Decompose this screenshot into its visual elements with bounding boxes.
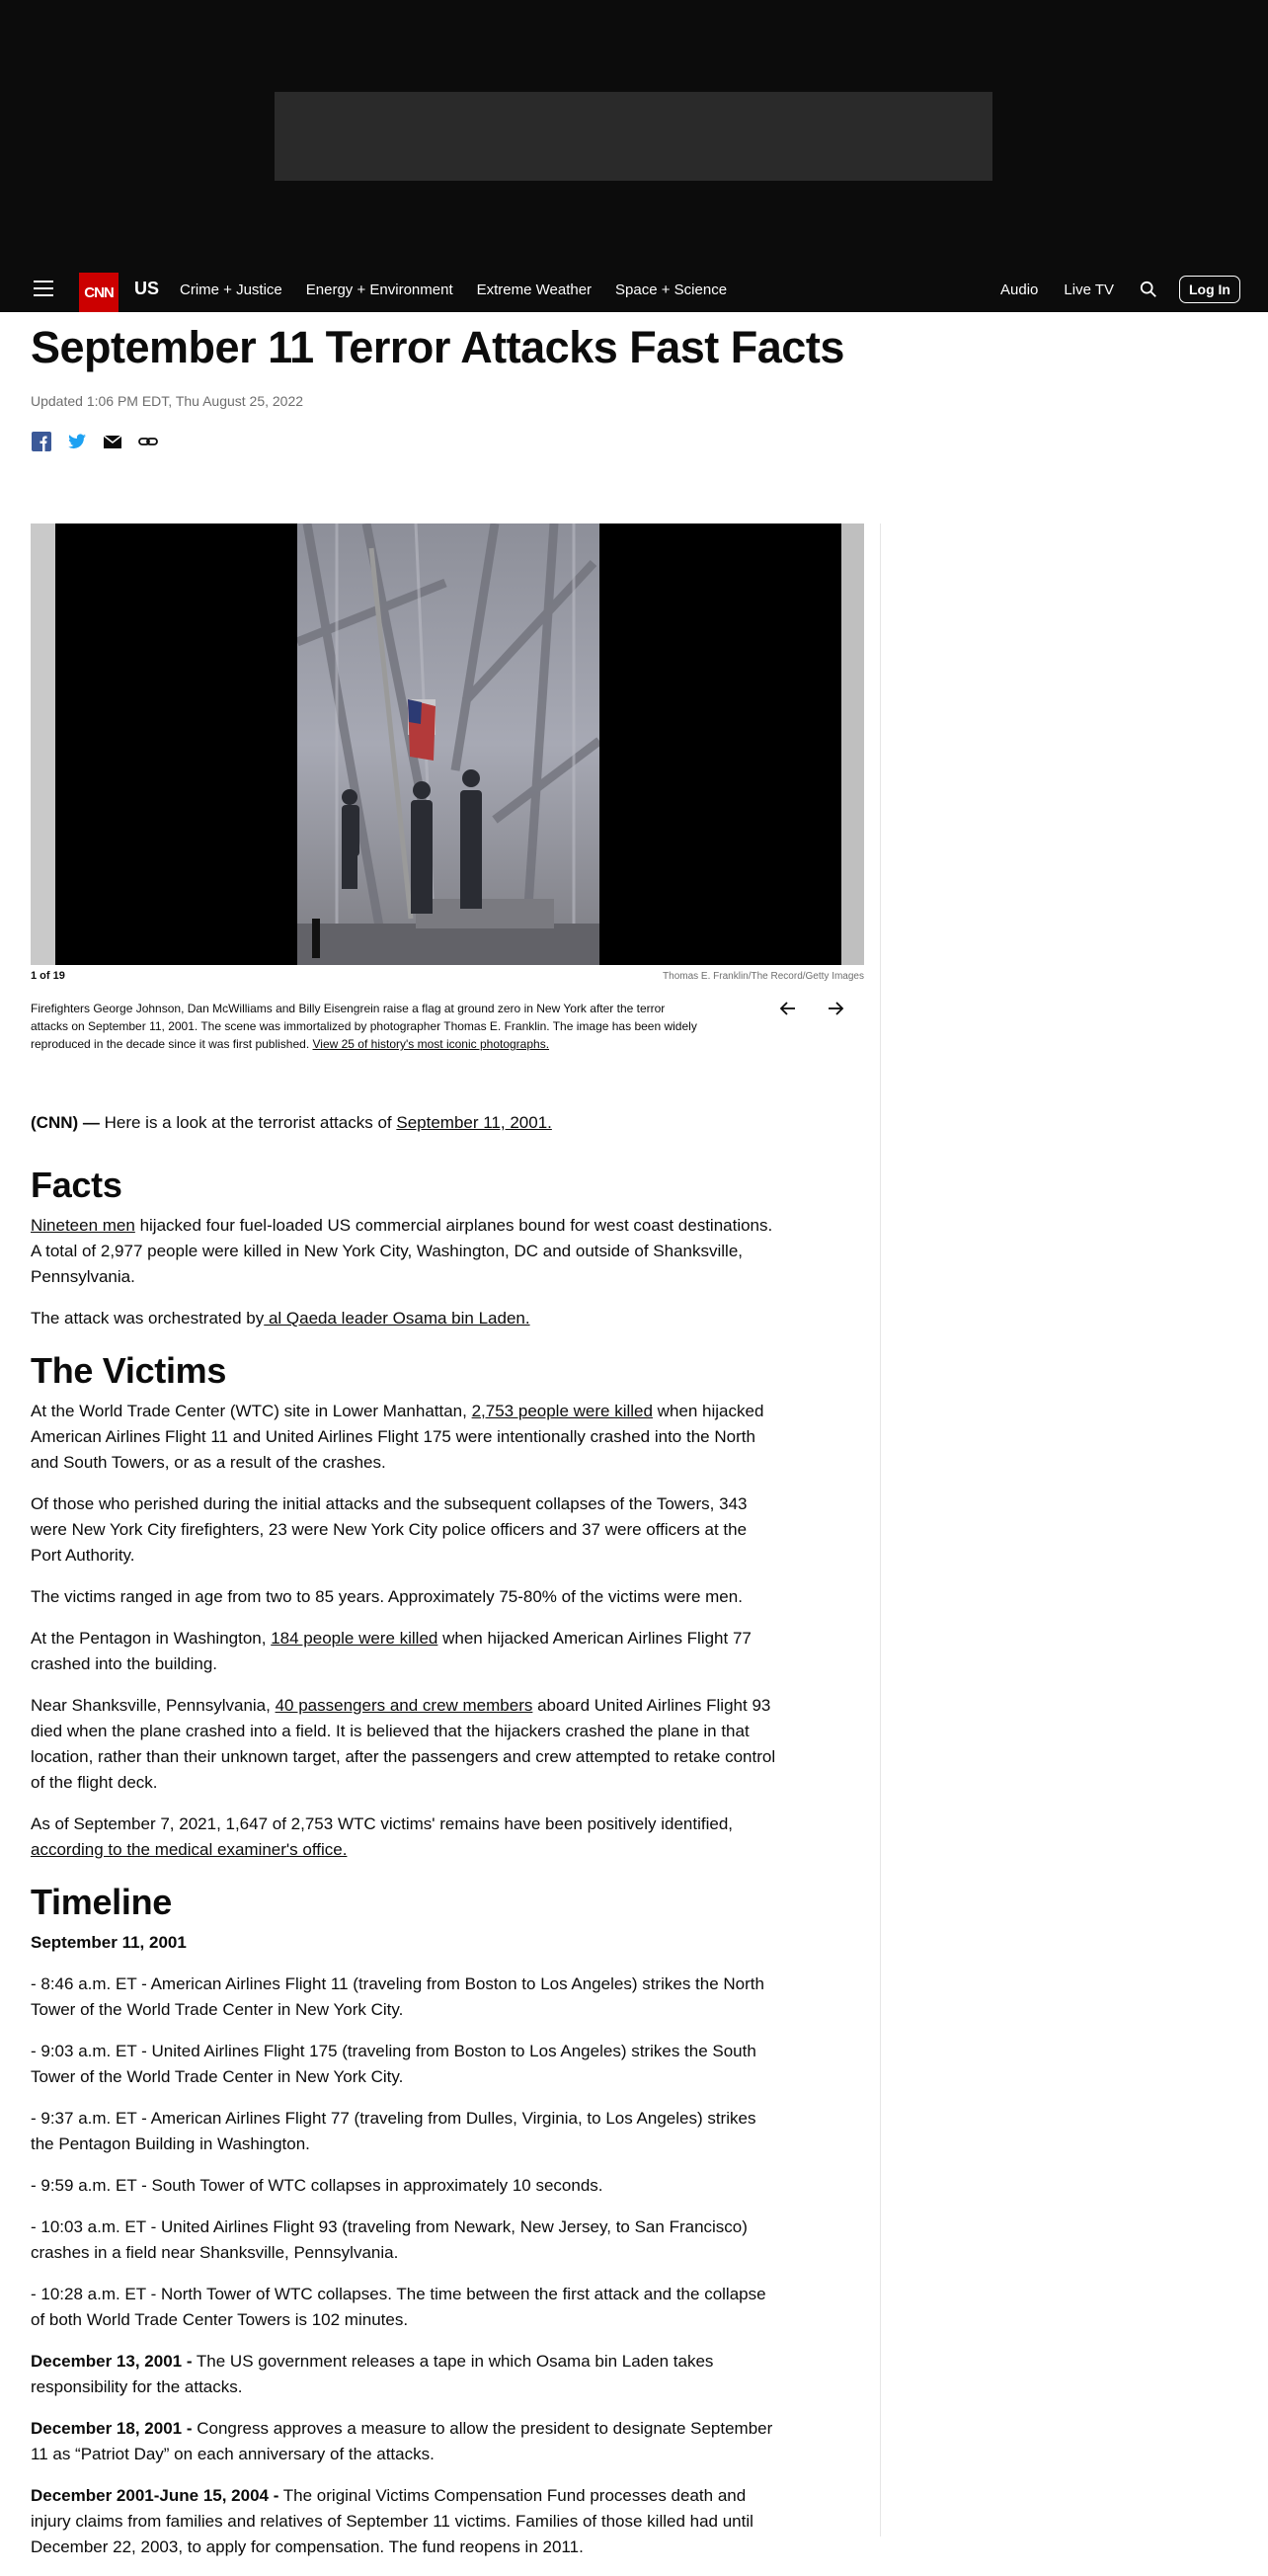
- caption-text: Firefighters George Johnson, Dan McWilliams and Billy Eisengrein raise a flag at ground zero in New York after the terror attacks on September 11, 2001. The scene was immortalized by photographer Thomas E. Franklin. The image has been widely reproduced in the decade since it was first published.: [31, 1002, 697, 1051]
- updated-timestamp: Updated 1:06 PM EDT, Thu August 25, 2022: [31, 393, 304, 409]
- nav-link-audio[interactable]: Audio: [1000, 281, 1039, 298]
- photo-gallery[interactable]: [31, 523, 864, 965]
- victims-paragraph-3: The victims ranged in age from two to 85 years. Approximately 75-80% of the victims were men.: [31, 1587, 743, 1606]
- timeline-entry: - 8:46 a.m. ET - American Airlines Flight 11 (traveling from Boston to Los Angeles) strikes the North Tower of the World Trade Center in New York City.: [31, 1974, 764, 2019]
- nav-right: [1000, 276, 1240, 303]
- page-title: September 11 Terror Attacks Fast Facts: [31, 322, 844, 372]
- caption-link[interactable]: View 25 of history's most iconic photographs.: [312, 1037, 550, 1051]
- facts-heading: Facts: [31, 1165, 122, 1205]
- nav-links: [180, 282, 727, 298]
- medical-examiner-link[interactable]: according to the medical examiner's office.: [31, 1840, 348, 1859]
- source-label: (CNN) —: [31, 1113, 100, 1132]
- nav-link-extreme-weather[interactable]: Extreme Weather: [476, 282, 593, 298]
- search-icon[interactable]: [1140, 281, 1157, 298]
- timeline-sept-11: [31, 1930, 781, 2333]
- pentagon-deaths-link[interactable]: 184 people were killed: [271, 1629, 438, 1648]
- event-text: The US government releases a tape in which Osama bin Laden takes responsibility for the attacks.: [31, 2352, 714, 2396]
- intro-paragraph: [31, 1110, 781, 1136]
- v6-text-a: As of September 7, 2021, 1,647 of 2,753 WTC victims' remains have been positively identified,: [31, 1814, 734, 1833]
- cnn-logo[interactable]: CNN: [79, 273, 119, 312]
- column-divider: [880, 523, 881, 2536]
- v5-text-a: Near Shanksville, Pennsylvania,: [31, 1696, 276, 1715]
- v4-text-a: At the Pentagon in Washington,: [31, 1629, 272, 1648]
- article-body: [31, 1110, 781, 2576]
- gallery-counter: 1 of 19: [31, 970, 65, 982]
- link-icon[interactable]: [137, 431, 159, 452]
- twitter-icon[interactable]: [66, 431, 88, 452]
- arrow-right-icon[interactable]: [825, 998, 846, 1019]
- timeline-event-dec-18: [31, 2416, 781, 2467]
- facts-p1-text: hijacked four fuel-loaded US commercial airplanes bound for west coast destinations. A total of 2,977 people were killed in New York City, Washington, DC and outside of Shanksville, Pennsylvania.: [31, 1216, 773, 1286]
- nineteen-men-link[interactable]: Nineteen men: [31, 1216, 135, 1235]
- v4-text-b: when hijacked American Airlines Flight 77 crashed into the building.: [31, 1629, 752, 1673]
- victims-paragraph-4: [31, 1626, 781, 1677]
- timeline-heading: Timeline: [31, 1882, 172, 1922]
- arrow-left-icon[interactable]: [777, 998, 799, 1019]
- timeline-entry: - 10:28 a.m. ET - North Tower of WTC collapses. The time between the first attack and the collapse of both World Trade Center Towers is 102 minutes.: [31, 2285, 766, 2329]
- email-icon[interactable]: [102, 431, 123, 452]
- v5-text-b: aboard United Airlines Flight 93 died when the plane crashed into a field. It is believed that the hijackers crashed the plane in that location, rather than their unknown target, after the passengers and crew attempted to retake control of the flight deck.: [31, 1696, 776, 1792]
- event-date: December 18, 2001 -: [31, 2419, 193, 2438]
- flight-93-victims-link[interactable]: 40 passengers and crew members: [275, 1696, 533, 1715]
- timeline-entry: - 9:37 a.m. ET - American Airlines Flight 77 (traveling from Dulles, Virginia, to Los Angeles) strikes the Pentagon Building in Washington.: [31, 2109, 756, 2153]
- intro-link[interactable]: September 11, 2001.: [396, 1113, 552, 1132]
- victims-paragraph-5: [31, 1693, 781, 1796]
- nav-link-live-tv[interactable]: Live TV: [1064, 281, 1114, 298]
- edition-label[interactable]: US: [134, 279, 160, 298]
- event-date: December 2001-June 15, 2004 -: [31, 2486, 279, 2505]
- facts-paragraph-2: [31, 1306, 781, 1331]
- victims-paragraph-1: [31, 1399, 781, 1476]
- timeline-event-vcf: [31, 2483, 781, 2560]
- gallery-photo[interactable]: [297, 523, 599, 965]
- share-bar: [31, 431, 159, 452]
- event-text: Congress approves a measure to allow the president to designate September 11 as “Patriot Day” on each anniversary of the attacks.: [31, 2419, 773, 2463]
- top-nav: [0, 265, 1268, 312]
- victims-paragraph-6: [31, 1811, 781, 1863]
- gallery-caption: [31, 1000, 702, 1053]
- timeline-entry: - 9:59 a.m. ET - South Tower of WTC collapses in approximately 10 seconds.: [31, 2176, 603, 2195]
- al-qaeda-link[interactable]: al Qaeda leader Osama bin Laden.: [264, 1309, 530, 1328]
- gallery-arrows: [777, 998, 846, 1019]
- victims-heading: The Victims: [31, 1350, 227, 1391]
- wtc-deaths-link[interactable]: 2,753 people were killed: [471, 1402, 653, 1420]
- event-text: The original Victims Compensation Fund processes death and injury claims from families and relatives of September 11 victims. Families of those killed had until December 22, 2003, to apply for compensation. The fund reopens in 2011.: [31, 2486, 753, 2556]
- facts-p2-text: The attack was orchestrated by: [31, 1309, 265, 1328]
- ad-slot[interactable]: [275, 92, 992, 181]
- event-date: December 13, 2001 -: [31, 2352, 193, 2371]
- gallery-next-peek: [841, 523, 864, 965]
- photo-credit: Thomas E. Franklin/The Record/Getty Images: [663, 971, 864, 982]
- timeline-entry: - 9:03 a.m. ET - United Airlines Flight 175 (traveling from Boston to Los Angeles) strikes the South Tower of the World Trade Center in New York City.: [31, 2042, 756, 2086]
- facebook-icon[interactable]: [31, 431, 52, 452]
- ad-zone: [0, 0, 1268, 265]
- v1-text-b: when hijacked American Airlines Flight 11 and United Airlines Flight 175 were intentionally crashed into the North and South Towers, or as a result of the crashes.: [31, 1402, 764, 1472]
- nav-link-energy-environment[interactable]: Energy + Environment: [305, 282, 453, 298]
- timeline-event-dec-13: [31, 2349, 781, 2400]
- nav-link-crime-justice[interactable]: Crime + Justice: [180, 282, 282, 298]
- facts-paragraph-1: [31, 1213, 781, 1290]
- timeline-entry: - 10:03 a.m. ET - United Airlines Flight 93 (traveling from Newark, New Jersey, to San Francisco) crashes in a field near Shanksville, Pennsylvania.: [31, 2217, 748, 2262]
- intro-text: Here is a look at the terrorist attacks of: [99, 1113, 397, 1132]
- nav-link-space-science[interactable]: Space + Science: [615, 282, 728, 298]
- login-button[interactable]: Log In: [1179, 276, 1240, 303]
- victims-paragraph-2: Of those who perished during the initial attacks and the subsequent collapses of the Towers, 343 were New York City firefighters, 23 were New York City police officers and 37 were officers at the Port Authority.: [31, 1494, 748, 1565]
- menu-icon[interactable]: [34, 281, 53, 296]
- v1-text-a: At the World Trade Center (WTC) site in Lower Manhattan,: [31, 1402, 472, 1420]
- timeline-date: September 11, 2001: [31, 1933, 187, 1952]
